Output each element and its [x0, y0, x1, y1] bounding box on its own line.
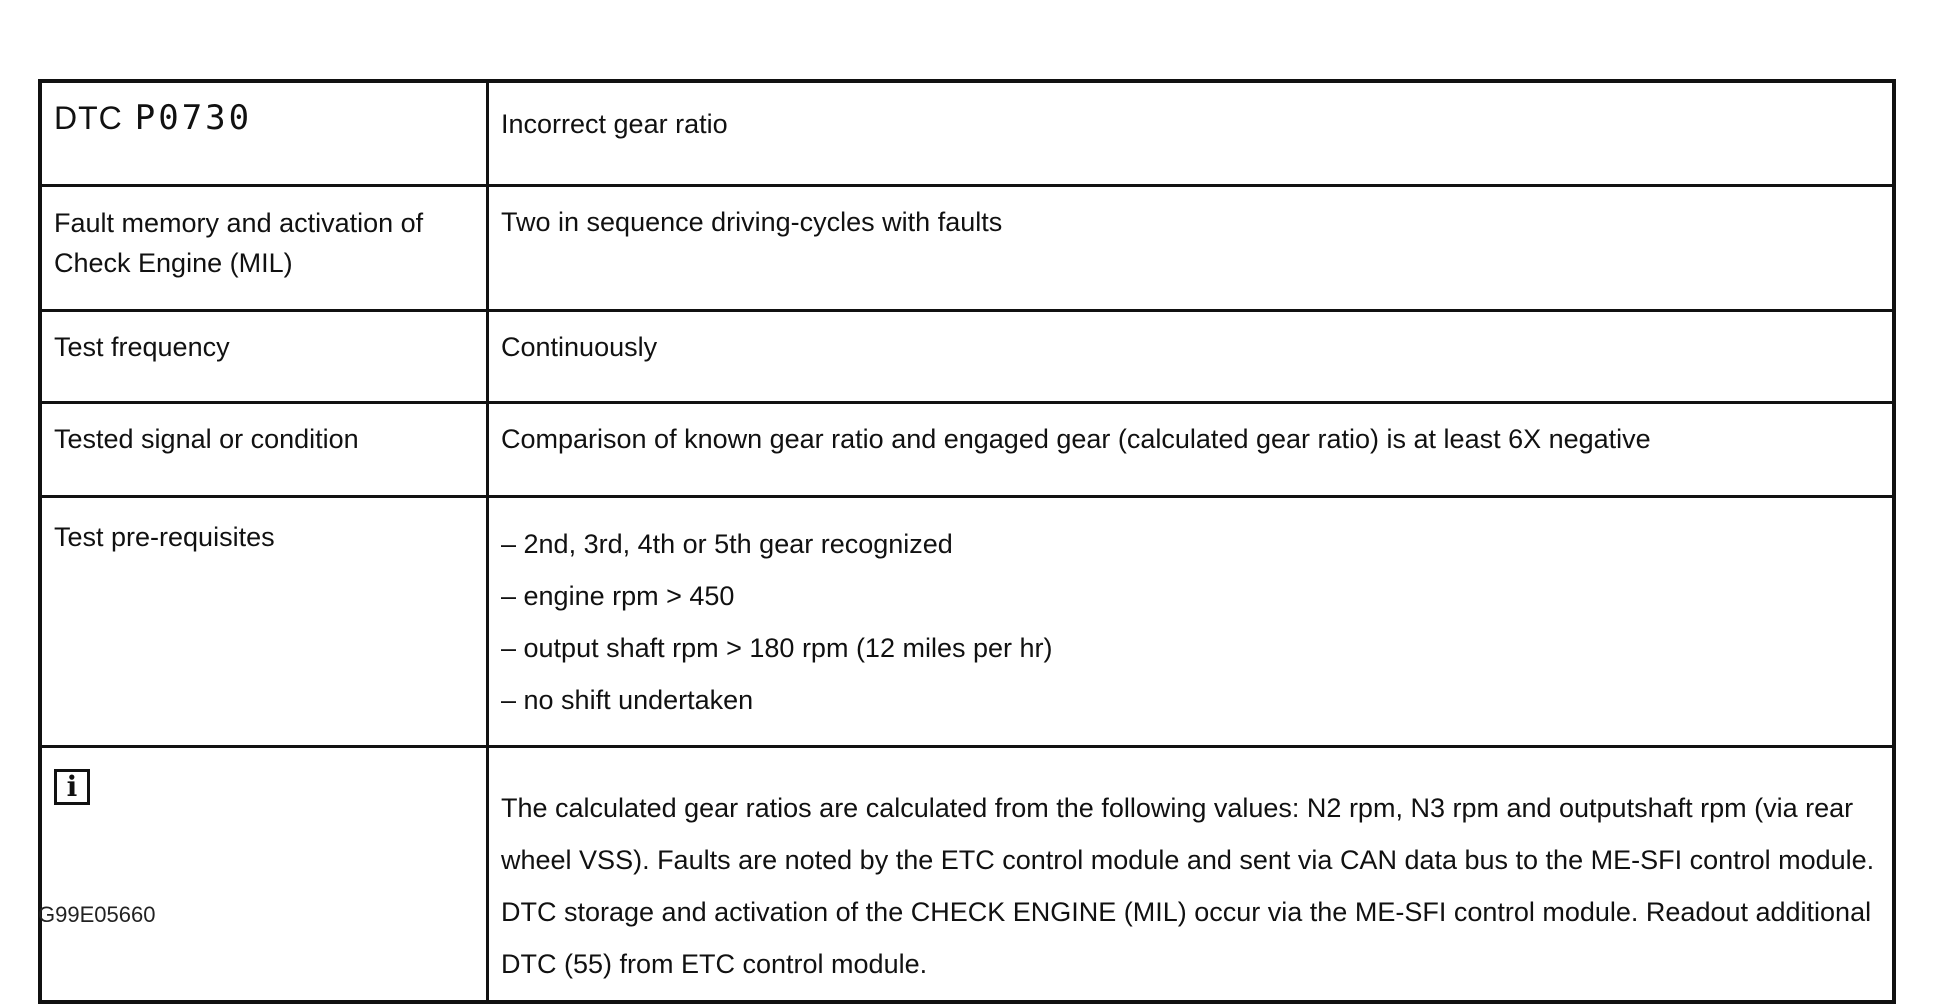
info-text: The calculated gear ratios are calculated from the following values: N2 rpm, N3 rpm and outputshaft rpm (via rear wheel VSS). Faults are noted by the ETC control module and sent via CAN data bus to the ME-SFI control module. DTC storage and activation of the CHECK ENGINE (MIL) occur via the ME-SFI control module. Readout additional DTC (55) from ETC control module. — [501, 793, 1875, 979]
dtc-label: DTC — [54, 100, 123, 136]
prerequisites-label: Test pre-requisites — [40, 497, 488, 747]
dtc-table — [38, 79, 1896, 1004]
row-label: Tested signal or condition — [40, 403, 488, 497]
row-label: Fault memory and activation of Check Engine (MIL) — [40, 186, 488, 311]
info-icon-cell — [40, 747, 488, 1003]
table-row — [40, 186, 1894, 311]
dtc-cell — [40, 81, 488, 186]
list-item: – engine rpm > 450 — [501, 581, 735, 611]
table-row-info — [40, 747, 1894, 1003]
info-icon: i — [54, 769, 90, 805]
table-row — [40, 403, 1894, 497]
row-value: Two in sequence driving-cycles with faults — [488, 186, 1895, 311]
list-item: – output shaft rpm > 180 rpm (12 miles per hr) — [501, 633, 1053, 663]
table-row — [40, 311, 1894, 403]
dtc-description: Incorrect gear ratio — [488, 81, 1895, 186]
list-item: – no shift undertaken — [501, 685, 754, 715]
prerequisites-cell — [488, 497, 1895, 747]
dtc-code: P0730 — [134, 98, 253, 138]
table-row — [40, 497, 1894, 747]
row-label: Test frequency — [40, 311, 488, 403]
info-cell — [488, 747, 1895, 1003]
table-row-header — [40, 81, 1894, 186]
row-value: Continuously — [488, 311, 1895, 403]
row-value: Comparison of known gear ratio and engaged gear (calculated gear ratio) is at least 6X negative — [488, 403, 1895, 497]
list-item: – 2nd, 3rd, 4th or 5th gear recognized — [501, 529, 953, 559]
figure-code: G99E05660 — [38, 902, 156, 927]
prerequisites-list — [501, 518, 1880, 726]
